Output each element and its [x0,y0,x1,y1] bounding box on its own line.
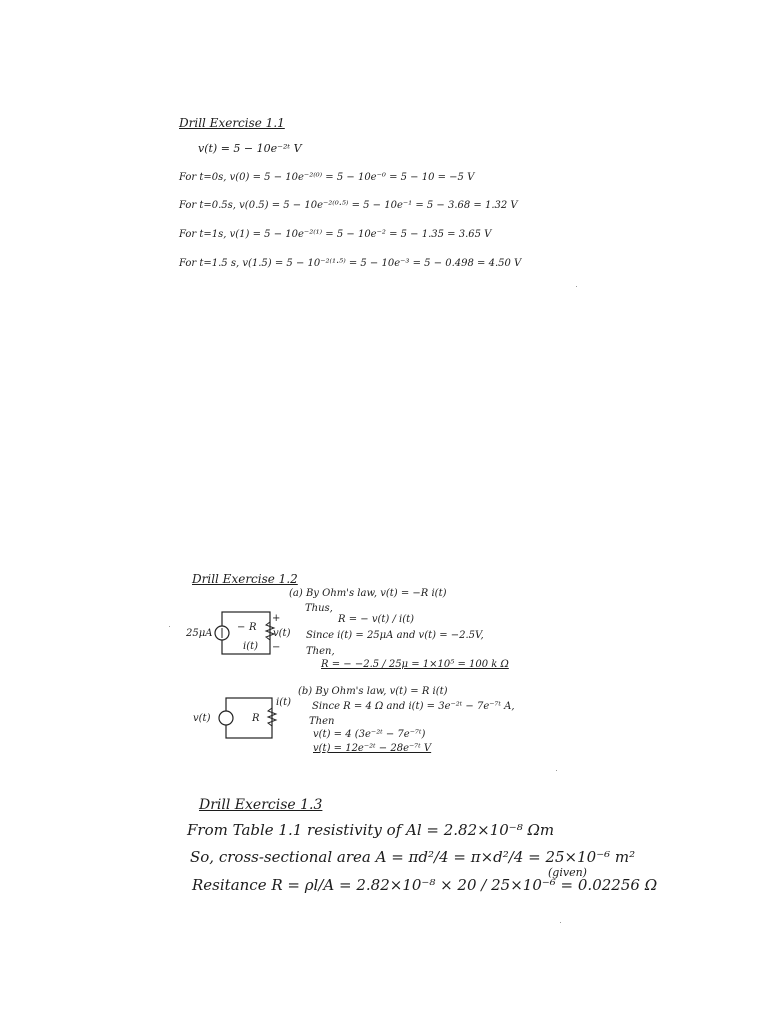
ex1-line-2: For t=0.5s, v(0.5) = 5 − 10e⁻²⁽⁰·⁵⁾ = 5 − 10e⁻¹ = 5 − 3.68 = 1.32 V [179,200,518,211]
scan-speck [576,286,577,287]
ex2-a-line-4: Since i(t) = 25μA and v(t) = −2.5V, [306,630,484,641]
ex1-line-1: For t=0s, v(0) = 5 − 10e⁻²⁽⁰⁾ = 5 − 10e⁻⁰ = 5 − 10 = −5 V [179,172,475,183]
ex1-title: Drill Exercise 1.1 [179,116,285,130]
ex3-title: Drill Exercise 1.3 [199,797,323,813]
circuit-a-resistor-label: R [249,622,257,633]
circuit-b-diagram [212,696,276,742]
ex2-a-line-3: R = − v(t) / i(t) [338,614,415,625]
circuit-a-source-label: 25μA [186,628,213,639]
circuit-b-current-label: i(t) [276,697,292,708]
ex2-b-line-1: (b) By Ohm's law, v(t) = R i(t) [298,686,448,697]
scan-speck [169,626,170,627]
circuit-a-minus: − [237,622,246,633]
ex3-line-2: So, cross-sectional area A = πd²/4 = π×d²/4 = 25×10⁻⁶ m² [190,848,636,866]
ex2-b-line-4: v(t) = 4 (3e⁻²ᵗ − 7e⁻⁷ᵗ) [313,729,426,740]
scan-speck [556,770,557,771]
ex1-line-4: For t=1.5 s, v(1.5) = 5 − 10⁻²⁽¹·⁵⁾ = 5 − 10e⁻³ = 5 − 0.498 = 4.50 V [179,258,522,269]
circuit-b-resistor-label: R [252,713,260,724]
ex2-a-line-1: (a) By Ohm's law, v(t) = −R i(t) [289,588,447,599]
ex2-a-line-6: R = − −2.5 / 25μ = 1×10⁵ = 100 k Ω [321,659,509,670]
scan-speck [560,922,561,923]
circuit-b-source-label: v(t) [193,713,211,724]
ex2-a-line-5: Then, [306,646,335,657]
ex2-b-line-3: Then [309,716,335,727]
circuit-a-voltage-label: v(t) [273,628,291,639]
ex3-line-1: From Table 1.1 resistivity of Al = 2.82×10⁻⁸ Ωm [187,821,555,839]
circuit-a-plus: + [272,613,281,624]
ex2-b-line-5: v(t) = 12e⁻²ᵗ − 28e⁻⁷ᵗ V [313,743,432,754]
ex1-line-3: For t=1s, v(1) = 5 − 10e⁻²⁽¹⁾ = 5 − 10e⁻² = 5 − 1.35 = 3.65 V [179,229,492,240]
ex3-given: (given) [548,866,587,879]
ex2-b-line-2: Since R = 4 Ω and i(t) = 3e⁻²ᵗ − 7e⁻⁷ᵗ A, [312,701,515,712]
ex2-title: Drill Exercise 1.2 [192,572,298,586]
circuit-a-current-label: i(t) [243,641,259,652]
ex3-line-3: Resitance R = ρl/A = 2.82×10⁻⁸ × 20 / 25×10⁻⁶ = 0.02256 Ω [192,876,658,894]
ex1-equation: v(t) = 5 − 10e⁻²ᵗ V [198,142,302,155]
voltage-source-symbol [219,711,233,725]
ex2-a-line-2: Thus, [305,603,333,614]
circuit-a-minus-terminal: − [272,642,281,653]
